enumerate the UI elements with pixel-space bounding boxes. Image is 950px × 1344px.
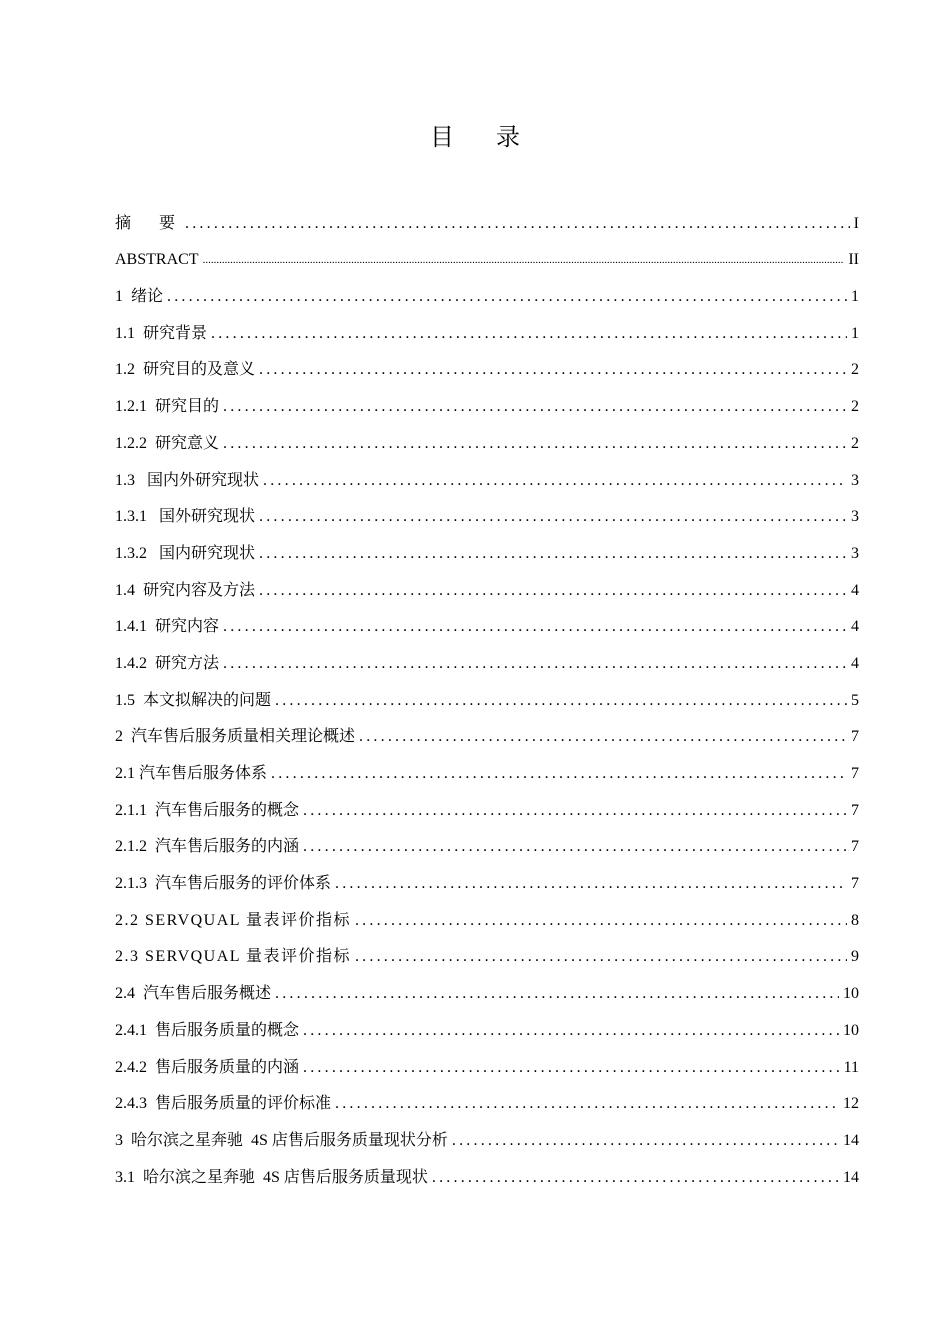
toc-entry-label: 2.1.1 汽车售后服务的概念 [115, 801, 300, 819]
dot-leader [275, 690, 847, 712]
toc-entry-label: 2.1 汽车售后服务体系 [115, 765, 268, 782]
dot-leader [223, 396, 847, 418]
toc-entry-page: I [853, 214, 859, 232]
table-of-contents [115, 198, 859, 1189]
dot-leader [303, 836, 847, 858]
toc-entry-page: 14 [843, 1168, 859, 1186]
toc-entry[interactable] [115, 712, 859, 749]
toc-entry-label: 2 汽车售后服务质量相关理论概述 [115, 728, 356, 746]
toc-entry[interactable] [115, 308, 859, 345]
toc-entry[interactable] [115, 785, 859, 822]
toc-entry-page: 3 [851, 471, 859, 489]
toc-entry-page: 7 [851, 875, 859, 893]
toc-entry-page: 12 [843, 1095, 859, 1113]
toc-entry-label: 2.1.3 汽车售后服务的评价体系 [115, 875, 332, 893]
toc-entry-page: 4 [851, 581, 859, 599]
toc-entry-label: 1.4.1 研究内容 [115, 618, 220, 636]
dot-leader [335, 1093, 839, 1115]
toc-entry-label: 2.3 SERVQUAL 量表评价指标 [115, 948, 351, 966]
dot-leader [259, 580, 847, 602]
toc-entry[interactable] [115, 1152, 859, 1189]
toc-entry-page: 5 [851, 691, 859, 709]
dot-leader [211, 323, 847, 345]
toc-entry-label: 1.3.1 国外研究现状 [115, 508, 256, 526]
dot-leader [223, 653, 847, 675]
toc-entry-page: 7 [851, 838, 859, 856]
toc-entry[interactable] [115, 381, 859, 418]
dot-leader [335, 873, 847, 895]
toc-entry-page: 7 [851, 728, 859, 746]
toc-entry[interactable] [115, 455, 859, 492]
dot-leader [167, 286, 847, 308]
toc-entry[interactable] [115, 1042, 859, 1079]
dot-leader [275, 983, 839, 1005]
toc-entry-page: 10 [843, 985, 859, 1003]
toc-entry-label: 1.3 国内外研究现状 [115, 471, 260, 489]
dot-leader [259, 359, 847, 381]
toc-entry-page: 8 [851, 911, 859, 929]
toc-entry-label: ABSTRACT [115, 251, 199, 269]
toc-entry-label: 1.2.1 研究目的 [115, 398, 220, 416]
toc-entry-page: 2 [851, 361, 859, 379]
toc-entry-label: 2.4 汽车售后服务概述 [115, 985, 272, 1003]
toc-entry[interactable] [115, 1115, 859, 1152]
toc-entry-label: 1.3.2 国内研究现状 [115, 544, 256, 562]
toc-entry-page: II [848, 251, 859, 269]
toc-entry-page: 1 [851, 288, 859, 306]
toc-entry-label: 2.2 SERVQUAL 量表评价指标 [115, 911, 351, 929]
toc-entry-page: 9 [851, 948, 859, 966]
toc-entry[interactable] [115, 858, 859, 895]
dot-leader [259, 543, 847, 565]
toc-entry-page: 14 [843, 1131, 859, 1149]
dot-leader [185, 213, 850, 235]
toc-entry[interactable] [115, 932, 859, 969]
toc-entry[interactable] [115, 968, 859, 1005]
toc-entry[interactable] [115, 895, 859, 932]
toc-entry[interactable] [115, 418, 859, 455]
toc-entry-label: 2.4.2 售后服务质量的内涵 [115, 1058, 300, 1076]
dot-leader [452, 1130, 839, 1152]
toc-entry-label: 2.4.3 售后服务质量的评价标准 [115, 1095, 332, 1113]
toc-entry-page: 3 [851, 508, 859, 526]
toc-entry-page: 2 [851, 398, 859, 416]
dot-leader [203, 249, 845, 271]
toc-entry-abstract-en[interactable] [115, 235, 859, 272]
toc-entry-page: 7 [851, 765, 859, 782]
toc-entry-page: 11 [843, 1058, 859, 1076]
toc-entry-label: 1.5 本文拟解决的问题 [115, 691, 272, 709]
toc-entry-page: 7 [851, 801, 859, 819]
toc-entry-label: 3 哈尔滨之星奔驰 4S 店售后服务质量现状分析 [115, 1131, 448, 1149]
toc-entry-page: 4 [851, 618, 859, 636]
dot-leader [359, 726, 847, 748]
toc-entry[interactable] [115, 822, 859, 859]
dot-leader [271, 763, 847, 785]
toc-entry-label: 1.4 研究内容及方法 [115, 581, 256, 599]
dot-leader [303, 1057, 840, 1079]
toc-entry-page: 2 [851, 434, 859, 452]
toc-entry[interactable] [115, 602, 859, 639]
toc-entry[interactable] [115, 675, 859, 712]
toc-entry-page: 4 [851, 654, 859, 672]
toc-entry-label: 1.2.2 研究意义 [115, 434, 220, 452]
dot-leader [303, 1020, 839, 1042]
toc-entry-label: 1.2 研究目的及意义 [115, 361, 256, 379]
dot-leader [355, 946, 847, 968]
dot-leader [223, 616, 847, 638]
toc-entry-label: 3.1 哈尔滨之星奔驰 4S 店售后服务质量现状 [115, 1168, 428, 1186]
dot-leader [223, 433, 847, 455]
toc-entry-page: 3 [851, 544, 859, 562]
dot-leader [303, 800, 847, 822]
dot-leader [432, 1167, 839, 1189]
toc-entry-label: 2.1.2 汽车售后服务的内涵 [115, 838, 300, 856]
dot-leader [263, 470, 847, 492]
toc-entry-label: 2.4.1 售后服务质量的概念 [115, 1021, 300, 1039]
dot-leader [355, 910, 847, 932]
toc-entry[interactable] [115, 345, 859, 382]
toc-entry[interactable] [115, 1079, 859, 1116]
toc-entry-page: 1 [851, 324, 859, 342]
toc-entry[interactable] [115, 1005, 859, 1042]
toc-entry-label: 摘 要 [115, 214, 182, 232]
toc-entry[interactable] [115, 565, 859, 602]
toc-entry-label: 1 绪论 [115, 288, 164, 306]
toc-entry[interactable] [115, 528, 859, 565]
toc-entry-page: 10 [843, 1021, 859, 1039]
toc-entry[interactable] [115, 638, 859, 675]
toc-entry-abstract-cn[interactable] [115, 198, 859, 235]
toc-entry[interactable] [115, 492, 859, 529]
toc-entry[interactable] [115, 271, 859, 308]
toc-entry-label: 1.4.2 研究方法 [115, 654, 220, 672]
toc-entry-label: 1.1 研究背景 [115, 324, 208, 342]
dot-leader [259, 506, 847, 528]
page-title: 目 录 [430, 125, 538, 151]
toc-entry[interactable] [115, 748, 859, 785]
